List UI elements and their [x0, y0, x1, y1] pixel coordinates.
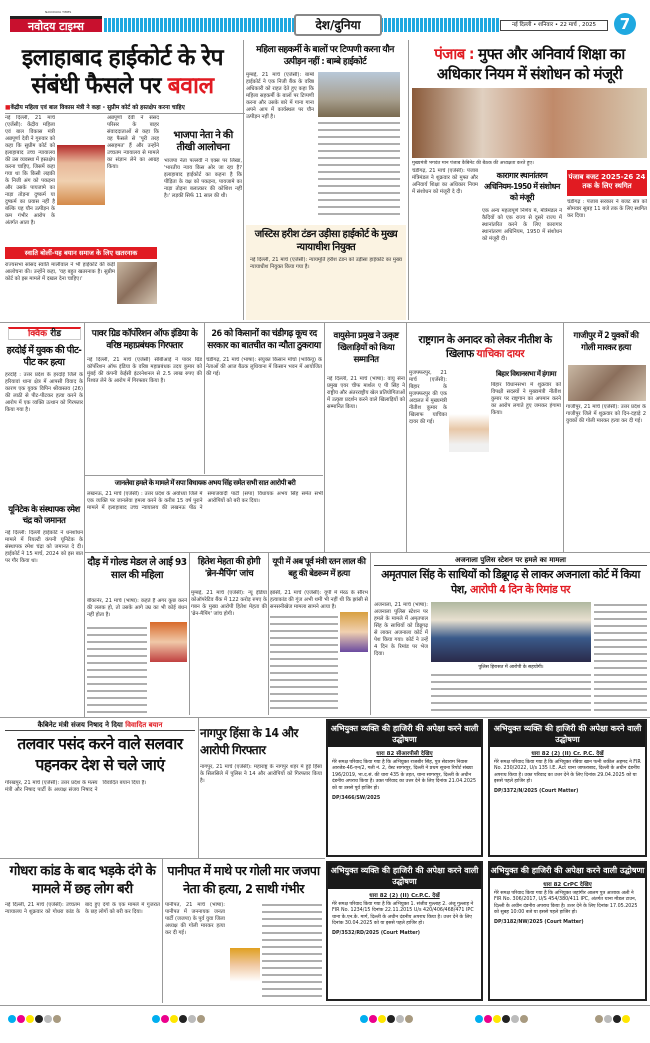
sapa-body: लखनऊ, 21 मार्च (एजेंसी) : उत्तर प्रदेश के अयोध्या जिले में एक व्यक्ति पर जानलेवा हमला करने के करीब 15 वर्ष पुराने मामले में इलाहाबाद उच्च न्यायालय की लखनऊ पीठ ने समाजवादी पार्टी (सपा) विधायक अभय सिंह समेत सभी आरोपियों को बरी कर दिया।: [87, 491, 323, 511]
nagpur-headline: नागपुर हिंसा के 14 और आरोपी गिरफ्तार: [200, 726, 298, 757]
unitech-headline: यूनिटेक के संस्थापक रमेश चंद्र को जमानत: [8, 505, 80, 526]
nitish-headline: राष्ट्रगान के अनादर को लेकर नीतीश के खिलाफ याचिका दायर: [418, 334, 552, 360]
jjp-leader-photo: [230, 948, 260, 990]
bombay-body-lines: [318, 120, 400, 220]
tandon-box: [246, 225, 406, 320]
amritpal-lines: [431, 672, 591, 712]
cabinet-caption: मुख्यमंत्री भगवंत मान पंजाब कैबिनेट की बैठक की अध्यक्षता करते हुए।: [412, 161, 534, 166]
bihar-headline: बिहार विधानसभा में हंगामा: [495, 370, 557, 378]
panipat-lines: [262, 902, 322, 1000]
unitech-body: नई दिल्ली: दिल्ली हाईकोर्ट ने धनशोधन मामले में रियल्टी कंपनी यूनिटेक के संस्थापक रमेश चंद्रा को जमानत दे दी। हाईकोर्ट ने 15 मार्च, 2024 को इस बात पर गौर किया था।: [5, 530, 83, 564]
swati-body: राज्यसभा सांसद स्वाति मालीवाल ने भी हाईकोर्ट की कड़ी आलोचना की। उन्होंने कहा, 'यह बहुत खतरनाक है। सुप्रीम कोर्ट को इस मामले में दखल देना चाहिए।': [5, 262, 115, 282]
color-registration-marks: [0, 1005, 650, 1017]
bombay-body: मुम्बई, 21 मार्च (एजेंसी): बाम्बे हाईकोर्ट ने एक निजी बैंक के वरिष्ठ अधिकारी को राहत देते हुए कहा कि महिला सहकर्मी के बालों पर टिप्पणी करना और उसके बारे में गाना गाना अपने आप में कार्यस्थल पर यौन उत्पीड़न नहीं है।: [246, 72, 314, 120]
section-tab: देश/दुनिया: [294, 14, 382, 36]
quick-read-label: क्विक रीड: [8, 327, 81, 340]
lead-subhead: ■केंद्रीय महिला एवं बाल विकास मंत्री ने कहा - सुप्रीम कोर्ट को हस्तक्षेप करना चाहिए: [5, 103, 245, 114]
lead-headline: इलाहाबाद हाईकोर्ट के रेप संबंधी फैसले पर बवाल: [21, 45, 224, 99]
page-number: 7: [614, 13, 636, 35]
hitesh-body: मुम्बई, 21 मार्च (एजेंसी): न्यू इंडिया कोऑपरेटिव बैंक में 122 करोड़ रुपए के गबन के मुख्य आरोपी हितेश मेहता की 'ब्रेन-मैपिंग' जांच होगी।: [191, 590, 267, 617]
godhra-headline: गोधरा कांड के बाद भड़के दंगे के मामले में छह लोग बरी: [9, 863, 156, 897]
court-notice: अभियुक्त की हाजिरी की अपेक्षा करने वाली उद्घोषणा धारा 82 CrPC देखिए मेरे समक्ष परिवाद किया गया है कि अभियुक्त जहांगीर आलम पुत्र आशाक अली ने FIR No. 306/2017, U/S 454/380/411 IPC, अंतर्गत थाना मौडल टाउन, दिल्ली के अधीन दंडनीय अपराध किया है। उत्तर देने के लिए दिनांक 17.05.2025 को सुबह 10:00 बजे या इससे पहले हाजिर हो। DP/3182/NW/2025 (Court Matter): [488, 861, 647, 1001]
nishad-body: गोरखपुर, 21 मार्च (एजेंसी): उत्तर प्रदेश के मत्स्य मंत्री और निषाद पार्टी के अध्यक्ष संजय निषाद ने विवादित बयान दिया है।: [5, 780, 147, 793]
amritpal-body: अजनाला, 21 मार्च (भाषा): अजनाला पुलिस स्टेशन पर हमले के मामले में अमृतपाल सिंह के साथियों को डिब्रूगढ़ से लाकर अजनाला कोर्ट में पेश किया गया। कोर्ट ने उन्हें 4 दिन के रिमांड पर भेज दिया।: [374, 602, 428, 657]
court-notice: अभियुक्त व्यक्ति की हाजिरी की अपेक्षा करने वाली उद्घोषणा धारा 82 सीआरपीसी देखिए मेरे समक्ष परिवाद किया गया है कि अभियुक्त राजबीर सिंह, पुत्र सेवाराम निवास आरजेड-46-एन/2, गली नं. 2, वेस्ट सागरपुर, दिल्ली ने प्रथम सूचना रिपोर्ट संख्या 196/2019, भा.द.सं. की धारा 435 के तहत, थाना सागरपुर, दिल्ली के अधीन दंडनीय अपराध किया है। उक्त परिवाद का उत्तर देने के लिए दिनांक 21.04.2025 को या उससे पूर्व हाजिर हो। DP/3466/SW/2025: [326, 719, 483, 857]
amritpal-caption: पुलिस हिरासत में आरोपी के सहयोगी।: [478, 665, 544, 670]
powergrid-body: नई दिल्ली, 21 मार्च (एजेंसी) सीबीआई ने पावर ग्रिड कॉर्पोरेशन ऑफ इंडिया के वरिष्ठ महाप्रबंधक उदय कुमार को मुंबई की कंपनी केईसी इंटरनेशनल से 2.5 लाख रुपए की रिश्वत लेने के आरोप में गिरफ्तार किया है।: [87, 357, 202, 384]
nishad-kicker: कैबिनेट मंत्री संजय निषाद ने दिया विवादित बयान: [5, 721, 195, 731]
punjab-body: चंडीगढ़, 21 मार्च (एजेंसी): पंजाब मंत्रिमंडल ने शुक्रवार को मुफ्त और अनिवार्य शिक्षा का अधिकार नियम में संशोधन को मंजूरी दे दी।: [412, 168, 478, 195]
gold-body-lines: [87, 625, 147, 713]
tandon-body: नई दिल्ली, 21 मार्च (एजेंसी): न्यायमूर्ति हरीश टंडन को उड़ीसा हाईकोर्ट का मुख्य न्यायाधीश नियुक्त किया गया है।: [250, 257, 402, 270]
swati-band: स्वाति बोलीं-यह बयान समाज के लिए खतरनाक: [5, 247, 157, 259]
up-murder-headline: यूपी में अब पूर्व मंत्री रतन लाल की बहू की बेडरूम में हत्या: [272, 557, 366, 579]
ghazipur-headline: गाजीपुर में 2 युवकों की गोली मारकर हत्या: [573, 331, 639, 353]
godhra-body: नई दिल्ली, 21 मार्च (एजेंसी): उच्चतम न्यायालय ने शुक्रवार को गोधरा कांड के बाद हुए दंगों के एक मामले में गुजरात के छह लोगों को बरी कर दिया।: [5, 902, 160, 915]
prison-headline: कारागार स्थानांतरण अधिनियम-1950 में संशोधन को मंजूरी: [484, 171, 560, 202]
airforce-body: नई दिल्ली, 21 मार्च (भाषा): वायु सेना प्रमुख एयर चीफ मार्शल ए पी सिंह ने राष्ट्रीय और अंतरराष्ट्रीय खेल प्रतियोगिताओं में उत्कृष्ट प्रदर्शन करने वाले खिलाड़ियों को सम्मानित किया।: [327, 376, 405, 410]
ghazipur-photo: [568, 365, 646, 401]
hitesh-headline: हितेश मेहता की होगी 'ब्रेन-मैपिंग' जांच: [197, 557, 261, 579]
amritpal-lines-2: [594, 602, 647, 712]
masthead: [0, 0, 650, 40]
gold-headline: दौड़ में गोल्ड मेडल ले आई 93 साल की महिला: [87, 557, 187, 581]
logo: नवोदय टाइम्स: [10, 16, 102, 32]
court-notice: अभियुक्त व्यक्ति की हाजिरी की अपेक्षा करने वाली उद्घोषणा धारा 82 (2) (II) Cr. P.C. देखें मेरे समक्ष परिवाद किया गया है कि अभियुक्त रबिया खान पत्नी शकील अहमद ने FIR No. 230/2022, U/s 135 I.E. Act थाना जाफराबाद, दिल्ली के अधीन दंडनीय अपराध किया है। उक्त परिवाद का उत्तर देने के लिए दिनांक 29.04.2025 को या इससे पहले हाजिर हो। DP/3372/N/2025 (Court Matter): [488, 719, 647, 857]
lead-body-2: अन्नपूर्णा देवी ने संसद परिसर के बाहर संवाददाताओं से कहा कि वह फैसले से 'पूरी तरह असहमत' हैं और उन्होंने उच्चतम न्यायालय से मामले का संज्ञान लेने का आग्रह किया।: [107, 115, 159, 170]
lead-body: नई दिल्ली, 21 मार्च (एजेंसी): केंद्रीय महिला एवं बाल विकास मंत्री अन्नपूर्णा देवी ने गुरुवार को कहा कि सुप्रीम कोर्ट को इलाहाबाद उच्च न्यायालय की उस व्यवस्था में हस्तक्षेप करना चाहिए, जिसमें कहा गया था कि किसी लड़की के निजी अंग को पकड़ना और उसके पायजामे का नाड़ा तोड़ना दुष्कर्म या दुष्कर्म का प्रयास नहीं है बल्कि यह यौन उत्पीड़न के कम गंभीर आरोप के अंतर्गत आता है।: [5, 115, 55, 226]
hardoi-body: हरदोई : उत्तर प्रदेश के हरदोई जिले के हरियावां थाना क्षेत्र में आपसी विवाद के कारण एक युवक विपिन श्रीवास्तव (26) की लाठी से पीट-पीटकर हत्या करने के आरोप में एक व्यक्ति उत्थान को गिरफ्तार किया गया है।: [5, 372, 83, 413]
swati-photo: [117, 262, 157, 304]
hardoi-headline: हरदोई में युवक की पीट-पीट कर हत्या: [6, 345, 82, 368]
amritpal-kicker: अजनाला पुलिस स्टेशन पर हमले का मामला: [374, 556, 647, 566]
panipat-body: पानीपत, 21 मार्च (भाषा): पानीपत में जननायक जनता पार्टी (जजपा) के पूर्व युवा जिला अध्यक्ष की गोली मारकर हत्या कर दी गई।: [165, 902, 225, 936]
amritpal-headline: अमृतपाल सिंह के साथियों को डिब्रूगढ़ से लाकर अजनाला कोर्ट में किया पेश, आरोपी 4 दिन के रिमांड पर: [381, 568, 640, 596]
victim-photo: [340, 612, 368, 652]
airforce-headline: वायुसेना प्रमुख ने उत्कृष्ट खिलाड़ियों को किया सम्मानित: [333, 331, 399, 365]
sapa-headline: जानलेवा हमले के मामले में सपा विधायक अभय सिंह समेत सभी सात आरोपी बरी: [114, 479, 296, 487]
budget-box: पंजाब बजट 2025-26 24 तक के लिए स्थगित: [567, 170, 647, 196]
farmers-body: चंडीगढ़, 21 मार्च (भाषा): संयुक्त किसान मोर्चा (भाकियू) के नेताओं की आज बैठक लुधियाना में किसान भवन में आयोजित की गई।: [206, 357, 322, 377]
minister-photo: [57, 145, 105, 205]
punjab-headline: पंजाब : मुफ्त और अनिवार्य शिक्षा का अधिकार नियम में संशोधन को मंजूरी: [434, 45, 625, 83]
nitish-body: मुजफ्फरपुर, 21 मार्च (एजेंसी): बिहार के मुजफ्फरपुर की एक अदालत में मुख्यमंत्री नीतीश कुमार के खिलाफ याचिका दायर की गई।: [409, 370, 447, 425]
nishad-headline: तलवार पसंद करने वाले सलवार पहनकर देश से चले जाएं: [17, 735, 183, 774]
edition-tag: NAVODAYA TIMES: [45, 10, 72, 14]
amritpal-photo: [431, 602, 591, 662]
nitish-photo: [449, 414, 489, 452]
powergrid-headline: पावर ग्रिड कॉर्पोरेशन ऑफ इंडिया के वरिष्ठ महाप्रबंधक गिरफ्तार: [91, 329, 198, 351]
nagpur-body: नागपुर, 21 मार्च (एजेंसी): महाराष्ट्र के नागपुर शहर में हुई हिंसा के सिलसिले में पुलिस ने 14 और आरोपियों को गिरफ्तार किया है।: [200, 764, 322, 784]
up-murder-body: झांसी, 21 मार्च (एजेंसी): यूपी में मेरठ के सौरभ हत्याकांड की गूंज अभी थमी भी नहीं थी कि झांसी से सनसनीखेज मामला सामने आया है।: [270, 590, 368, 610]
ghazipur-body: गाजीपुर, 21 मार्च (एजेंसी): उत्तर प्रदेश के गाजीपुर जिले में शुक्रवार को दिन-दहाड़े 2 युवकों की गोली मारकर हत्या कर दी गई।: [566, 404, 646, 424]
cabinet-photo: [412, 88, 647, 158]
bihar-body: बिहार विधानसभा में शुक्रवार को विपक्षी सदस्यों ने मुख्यमंत्री नीतीश कुमार पर राष्ट्रगान का अपमान करने का आरोप लगाते हुए जमकर हंगामा किया।: [491, 382, 561, 416]
court-notice: अभियुक्त व्यक्ति की हाजिरी की अपेक्षा करने वाली उद्घोषणा धारा 82 (2) (II) Cr.P.C. देखें मेरे समक्ष परिवाद किया गया है कि अभियुक्त 1. संजीव गुल्लाह 2. अंजू गुल्लाह ने FIR No. 1234/15 दिनांक 22.11.2015 U/s 420/406/468/471 IPC थाना के.एन.के. मार्ग, दिल्ली के अधीन दंडनीय अपराध किया है। उत्तर देने के लिए दिनांक 30.04.2025 को या इससे पहले हाजिर हो। DP/3532/RD/2025 (Court Matter): [326, 861, 483, 1001]
sidebar-body: भाजपा नेता पल्लवी ने एक्स पर लिखा, 'भारतीय न्याय किस ओर जा रहा है? इलाहाबाद हाईकोर्ट का कहना है कि पीड़िता के वक्ष को पकड़ना, पायजामे का नाड़ा तोड़ना बलात्कार की कोशिश नहीं है।' लड़की सिर्फ 11 साल की थी।: [164, 158, 242, 199]
budget-body: चंडीगढ़ : पंजाब सरकार ने बजट सत्र को सोमवार सुबह 11 बजे तक के लिए स्थगित कर दिया।: [567, 199, 647, 219]
gold-body: बीकानेर, 21 मार्च (भाषा): कहते हैं अगर कुछ करने की ललक हो, तो उसके आगे उम्र का भी कोई बंधन नहीं होता है।: [87, 598, 187, 618]
sidebar-headline: भाजपा नेता ने की तीखी आलोचना: [173, 130, 233, 153]
panipat-headline: पानीपत में माथे पर गोली मार जजपा नेता की हत्या, 2 साथी गंभीर: [167, 863, 320, 896]
prison-body: एक अन्य महत्वपूर्ण निर्णय में, मंत्रिमंडल ने कैदियों को एक राज्य से दूसरे राज्य में स्थानांतरित करने के लिए कारागार स्थानांतरण अधिनियम, 1950 में संशोधन को मंजूरी दी।: [482, 208, 562, 242]
date-line: नई दिल्ली • शनिवार • 22 मार्च , 2025: [500, 20, 608, 31]
farmers-headline: 26 को किसानों का चंडीगढ़ कूच रद सरकार का बातचीत का न्यौता ठुकराया: [207, 329, 321, 351]
court-photo: [318, 72, 400, 117]
bombay-headline: महिला सहकर्मी के बालों पर टिप्पणी करना यौन उत्पीड़न नहीं : बाम्बे हाईकोर्ट: [256, 45, 394, 67]
gold-photo: [150, 622, 187, 662]
up-murder-lines: [270, 614, 338, 714]
tandon-headline: जस्टिस हरीश टंडन उड़ीसा हाईकोर्ट के मुख्य न्यायाधीश नियुक्त: [254, 229, 398, 253]
